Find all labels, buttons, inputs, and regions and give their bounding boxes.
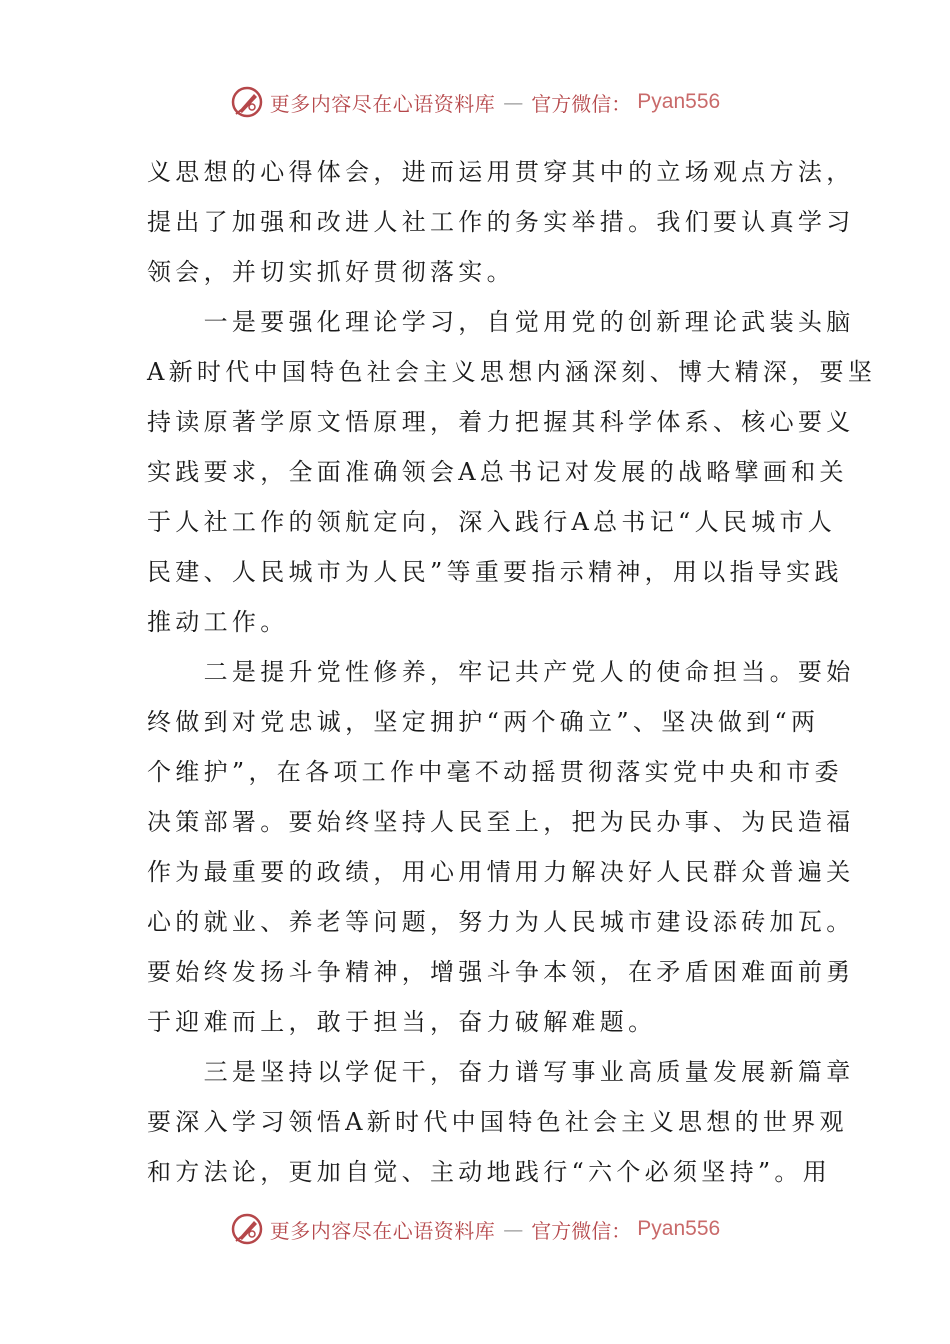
body-line: 实践要求，全面准确领会A总书记对发展的战略擘画和关 [147,458,848,486]
body-line: 二是提升党性修养，牢记共产党人的使命担当。要始 [147,658,855,686]
body-line: 一是要强化理论学习，自觉用党的创新理论武装头脑 [147,308,855,336]
body-line: 推动工作。 [147,608,289,636]
header-banner [0,82,950,122]
body-line: 个维护”，在各项工作中毫不动摇贯彻落实党中央和市委 [147,758,843,786]
body-line: 于迎难而上，敢于担当，奋力破解难题。 [147,1008,657,1036]
header-separator: — [503,90,524,114]
body-line: A新时代中国特色社会主义思想内涵深刻、博大精深，要坚 [147,358,877,386]
body-line: 于人社工作的领航定向，深入践行A总书记“人民城市人 [147,508,837,536]
body-line: 三是坚持以学促干，奋力谱写事业高质量发展新篇章 [147,1058,855,1086]
footer-banner [0,1209,950,1249]
body-line: 作为最重要的政绩，用心用情用力解决好人民群众普遍关 [147,858,855,886]
body-line: 要深入学习领悟A新时代中国特色社会主义思想的世界观 [147,1108,848,1136]
footer-wechat-label: 官方微信： [531,1218,632,1243]
header-wechat-label: 官方微信： [531,91,632,116]
body-line: 提出了加强和改进人社工作的务实举措。我们要认真学习 [147,208,855,236]
quill-pen-logo-icon [230,85,264,119]
footer-wechat-id: Pyan556 [637,1217,721,1240]
body-line: 和方法论，更加自觉、主动地践行“六个必须坚持”。用 [147,1158,832,1186]
body-line: 领会，并切实抓好贯彻落实。 [147,258,515,286]
body-line: 义思想的心得体会，进而运用贯穿其中的立场观点方法， [147,158,855,186]
body-line: 持读原著学原文悟原理，着力把握其科学体系、核心要义 [147,408,855,436]
body-line: 民建、人民城市为人民”等重要指示精神，用以指导实践 [147,558,843,586]
footer-site-text: 更多内容尽在心语资料库 [269,1218,496,1243]
body-line: 终做到对党忠诚，坚定拥护“两个确立”、坚决做到“两 [147,708,820,736]
body-line: 心的就业、养老等问题，努力为人民城市建设添砖加瓦。 [147,908,855,936]
body-line: 要始终发扬斗争精神，增强斗争本领，在矛盾困难面前勇 [147,958,855,986]
body-line: 决策部署。要始终坚持人民至上，把为民办事、为民造福 [147,808,855,836]
document-body [147,147,877,1197]
quill-pen-logo-icon [230,1212,264,1246]
footer-separator: — [503,1217,524,1241]
header-site-text: 更多内容尽在心语资料库 [269,91,496,116]
header-wechat-id: Pyan556 [637,90,721,113]
